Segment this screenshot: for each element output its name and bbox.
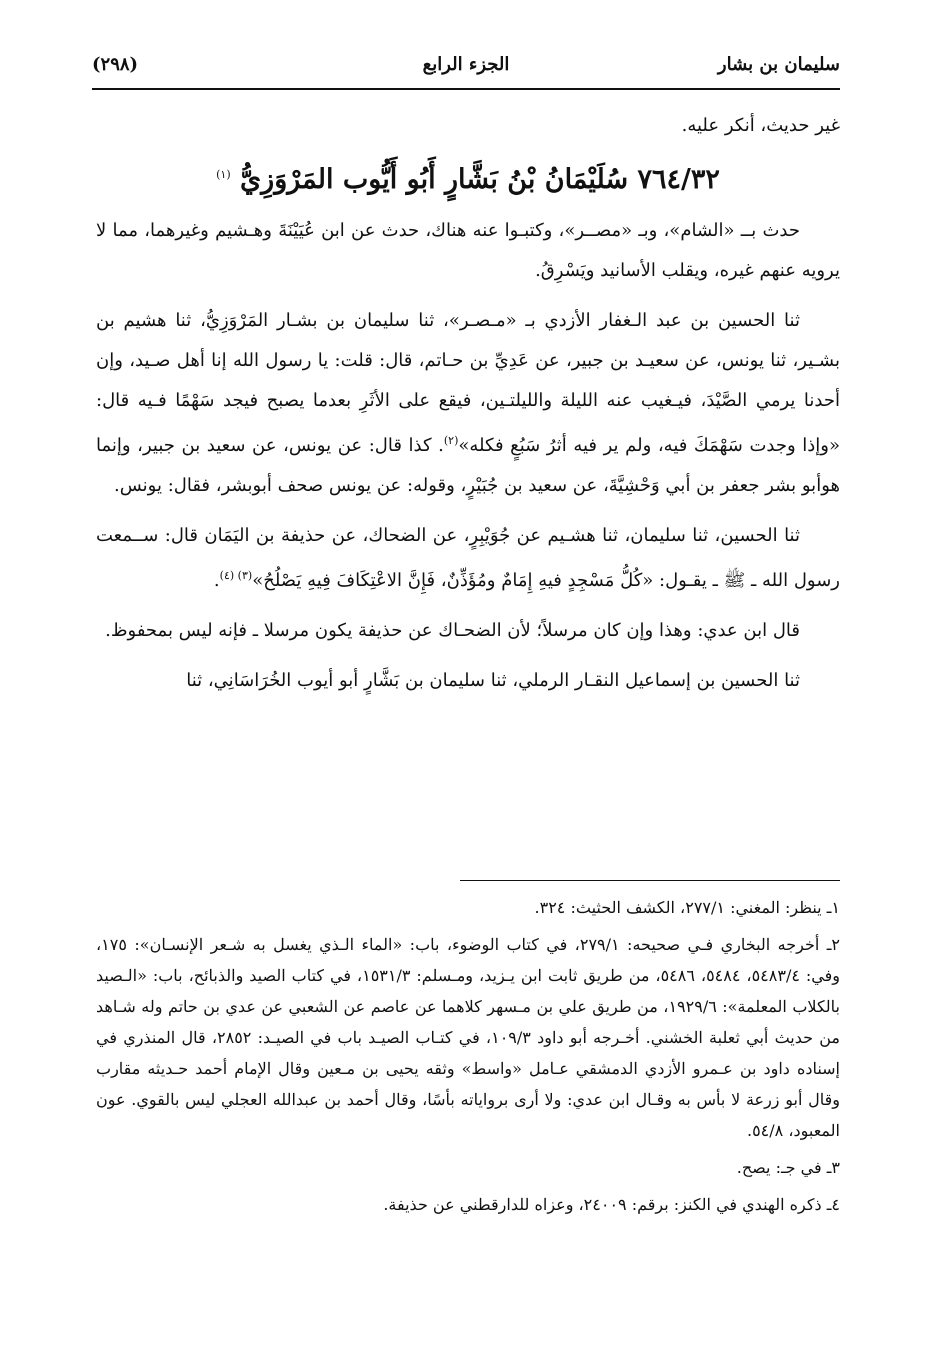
paragraph-2-text-a: ثنا الحسين بن عبد الـغفار الأزدي بـ «مـصـر»، ثنا سليمان بن بشـار المَرْوَزِيُّ، ثنا هشيم بن بشـير، ثنا يونس، عن سعيـد بن جبير، عن عَدِيِّ بن حـاتم، قال: قلت: يا رسول الله إنا أهل صـيد، وإن أحدنا يرمي الصَّيْدَ، فيـغيب عنه الليلة والليلتـين، فيقع على الأثَرِ بعدما يصبح فيجد سَهْمًا فـيه قال: «وإذا وجدت سَهْمَكَ فيه، ولم ير فيه أثرُ سَبُعٍ فكله» bbox=[96, 310, 840, 456]
intro-line: غير حديث، أنكر عليه. bbox=[681, 115, 840, 136]
paragraph-1: حدث بــ «الشام»، وبـ «مصــر»، وكتبـوا عنه هناك، حدث عن ابن عُيَيْنَةَ وهـشيم وغيرهما، مما لا يرويه عنهم غيره، ويقلب الأسانيد ويَسْرِقُ. bbox=[96, 220, 840, 281]
paragraph-3 bbox=[96, 516, 840, 601]
paragraph-2 bbox=[96, 301, 840, 506]
page-number: (٢٩٨) bbox=[92, 54, 139, 75]
entry-title-footnote-ref: (١) bbox=[216, 168, 231, 181]
main-text bbox=[96, 106, 840, 701]
footnote-divider bbox=[460, 880, 840, 881]
footnote-1: ١ـ ينظر: المغني: ٢٧٧/١، الكشف الحثيث: ٣٢٤. bbox=[534, 898, 840, 917]
footnote-2: ٢ـ أخرجه البخاري فـي صحيحه: ٢٧٩/١، في كتاب الوضوء، باب: «الماء الـذي يغسل به شـعر الإنسـان»: ١٧٥، وفي: ٥٤٨٣/٤، ٥٤٨٤، ٥٤٨٦، من طريق ثابت ابن يـزيد، ومـسلم: ١٥٣١/٣، في كتاب الصيد والذبائح، باب: «الـصيد بالكلاب المعلمة»: ١٩٢٩/٦، من طريق علي بن مـسهر كلاهما عن عاصم عن الشعبي عن عدي بن حاتم وله شـاهد من حديث أبي ثعلبة الخشني. أخـرجه أبو داود ١٠٩/٣، في كتـاب الصيـد باب في الصيـد: ٢٨٥٢، قال المنذري في إسناده داود بن عـمرو الأزدي الدمشقي عـامل «واسط» وثقه يحيى بن مـعين وقال الإمام أحمد حـديثه مقارب وقال أبو زرعة لا بأس به وقـال ابن عدي: ولا أرى برواياته بأسًا، وقال أحمد بن عبدالله العجلي ليس بالقوي. عون المعبود، ٥٤/٨. bbox=[96, 935, 841, 1140]
footnotes bbox=[96, 892, 840, 1220]
part-title: الجزء الرابع bbox=[422, 54, 510, 75]
paragraph-2-footnote-ref: (٢) bbox=[443, 434, 459, 447]
footnote-4: ٤ـ ذكره الهندي في الكنز: برقم: ٢٤٠٠٩، وعزاه للدارقطني عن حذيفة. bbox=[383, 1195, 840, 1214]
paragraph-5: ثنا الحسين بن إسماعيل النقـار الرملي، ثنا سليمان بن بَشَّارٍ أبو أيوب الخُرَاسَانِي، ثنا bbox=[186, 670, 800, 691]
entry-title-text: ٧٦٤/٣٢ سُلَيْمَانُ بْنُ بَشَّارٍ أَبُو أَيُّوب المَرْوَزِيُّ bbox=[240, 164, 720, 195]
paragraph-3-footnote-refs: (٣) (٤) bbox=[219, 569, 253, 582]
paragraph-4: قال ابن عدي: وهذا وإن كان مرسلاً؛ لأن الضحـاك عن حذيفة يكون مرسلا ـ فإنه ليس بمحفوظ. bbox=[105, 620, 800, 641]
running-title: سليمان بن بشار bbox=[717, 54, 840, 75]
entry-title bbox=[96, 150, 840, 205]
paragraph-3-text-b: . bbox=[213, 570, 220, 591]
footnote-3: ٣ـ في جـ: يصح. bbox=[736, 1158, 840, 1177]
paragraph-2-text-b: . كذا قال: عن يونس، عن سعيد بن جبير، وإنما هوأبو بشر جعفر بن أبي وَحْشِيَّةَ، عن سعيد بن جُبَيْرٍ، وقوله: عن يونس صحف أبوبشر، فقال: يونس. bbox=[96, 435, 840, 496]
page-header bbox=[92, 50, 840, 90]
paragraph-3-text-a: ثنا الحسين، ثنا سليمان، ثنا هشـيم عن جُوَيْبِرٍ، عن الضحاك، عن حذيفة بن اليَمَان قال: ســمعت رسول الله ـ ﷺ ـ يقـول: «كُلُّ مَسْجِدٍ فيهِ إِمَامٌ ومُؤَذِّنٌ، فَإِنَّ الاعْتِكَافَ فِيهِ يَصْلُحُ» bbox=[96, 525, 840, 591]
